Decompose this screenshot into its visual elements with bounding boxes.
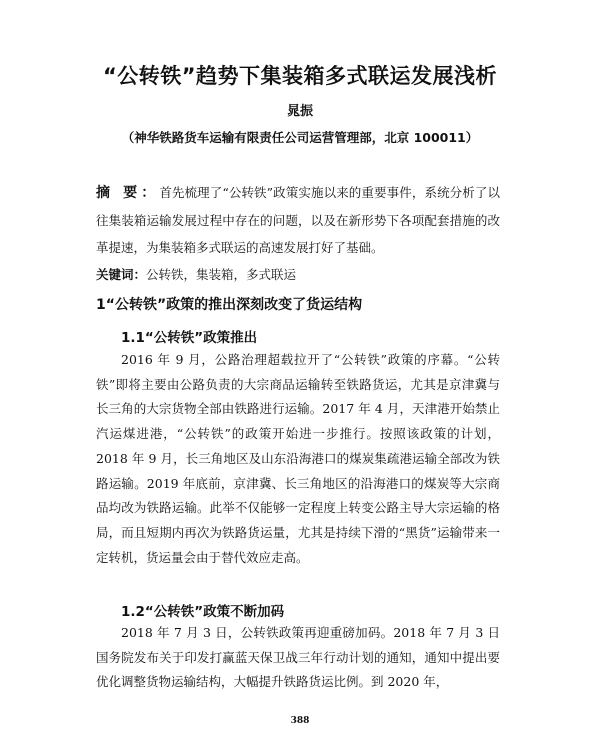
section-1-2-heading: 1.2“公转铁”政策不断加码 [121,604,285,620]
paper-title: “公转铁”趋势下集装箱多式联运发展浅析 [102,64,498,88]
section-1-2-paragraph: 2018 年 7 月 3 日，公转铁政策再迎重磅加码。2018 年 7 月 3 日国务院发布关于印发打赢蓝天保卫战三年行动计划的通知，通知中提出要优化调整货物运输结构，大幅提升铁路货运比例。到 2020 年， [96,625,500,690]
section-1-1-paragraph: 2016 年 9 月，公路治理超载拉开了“公转铁”政策的序幕。“公转铁”即将主要由公路负责的大宗商品运输转至铁路货运，尤其是京津冀与长三角的大宗货物全部由铁路进行运输。2017 年 4 月，天津港开始禁止汽运煤进港，“公转铁”的政策开始进一步推行。按照该政策的计划，2018 年 9 月，长三角地区及山东沿海港口的煤炭集疏港运输全部改为铁路运输。2019 年底前，京津冀、长三角地区的沿海港口的煤炭等大宗商品均改为铁路运输。此举不仅能够一定程度上转变公路主导大宗运输的格局，而且短期内再次为铁路货运量，尤其是持续下滑的“黑货”运输带来一定转机，货运量会由于替代效应走高。 [96,352,500,565]
abstract-label: 摘 要： [96,185,160,201]
keywords-text: 公转铁，集装箱，多式联运 [146,267,297,282]
abstract [96,179,500,261]
keywords-label: 关键词： [96,267,147,282]
keywords [96,265,500,283]
author-name: 晁振 [286,104,313,119]
abstract-text: 首先梳理了“公转铁”政策实施以来的重要事件，系统分析了以往集装箱运输发展过程中存在的问题，以及在新形势下各项配套措施的改革提速，为集装箱多式联运的高速发展打好了基础。 [96,185,500,255]
section-1-1-heading: 1.1“公转铁”政策推出 [121,330,258,346]
page-number: 388 [290,716,310,726]
author-affiliation: （神华铁路货车运输有限责任公司运营管理部，北京 100011） [121,130,479,145]
section-1-heading: 1“公转铁”政策的推出深刻改变了货运结构 [96,297,363,313]
